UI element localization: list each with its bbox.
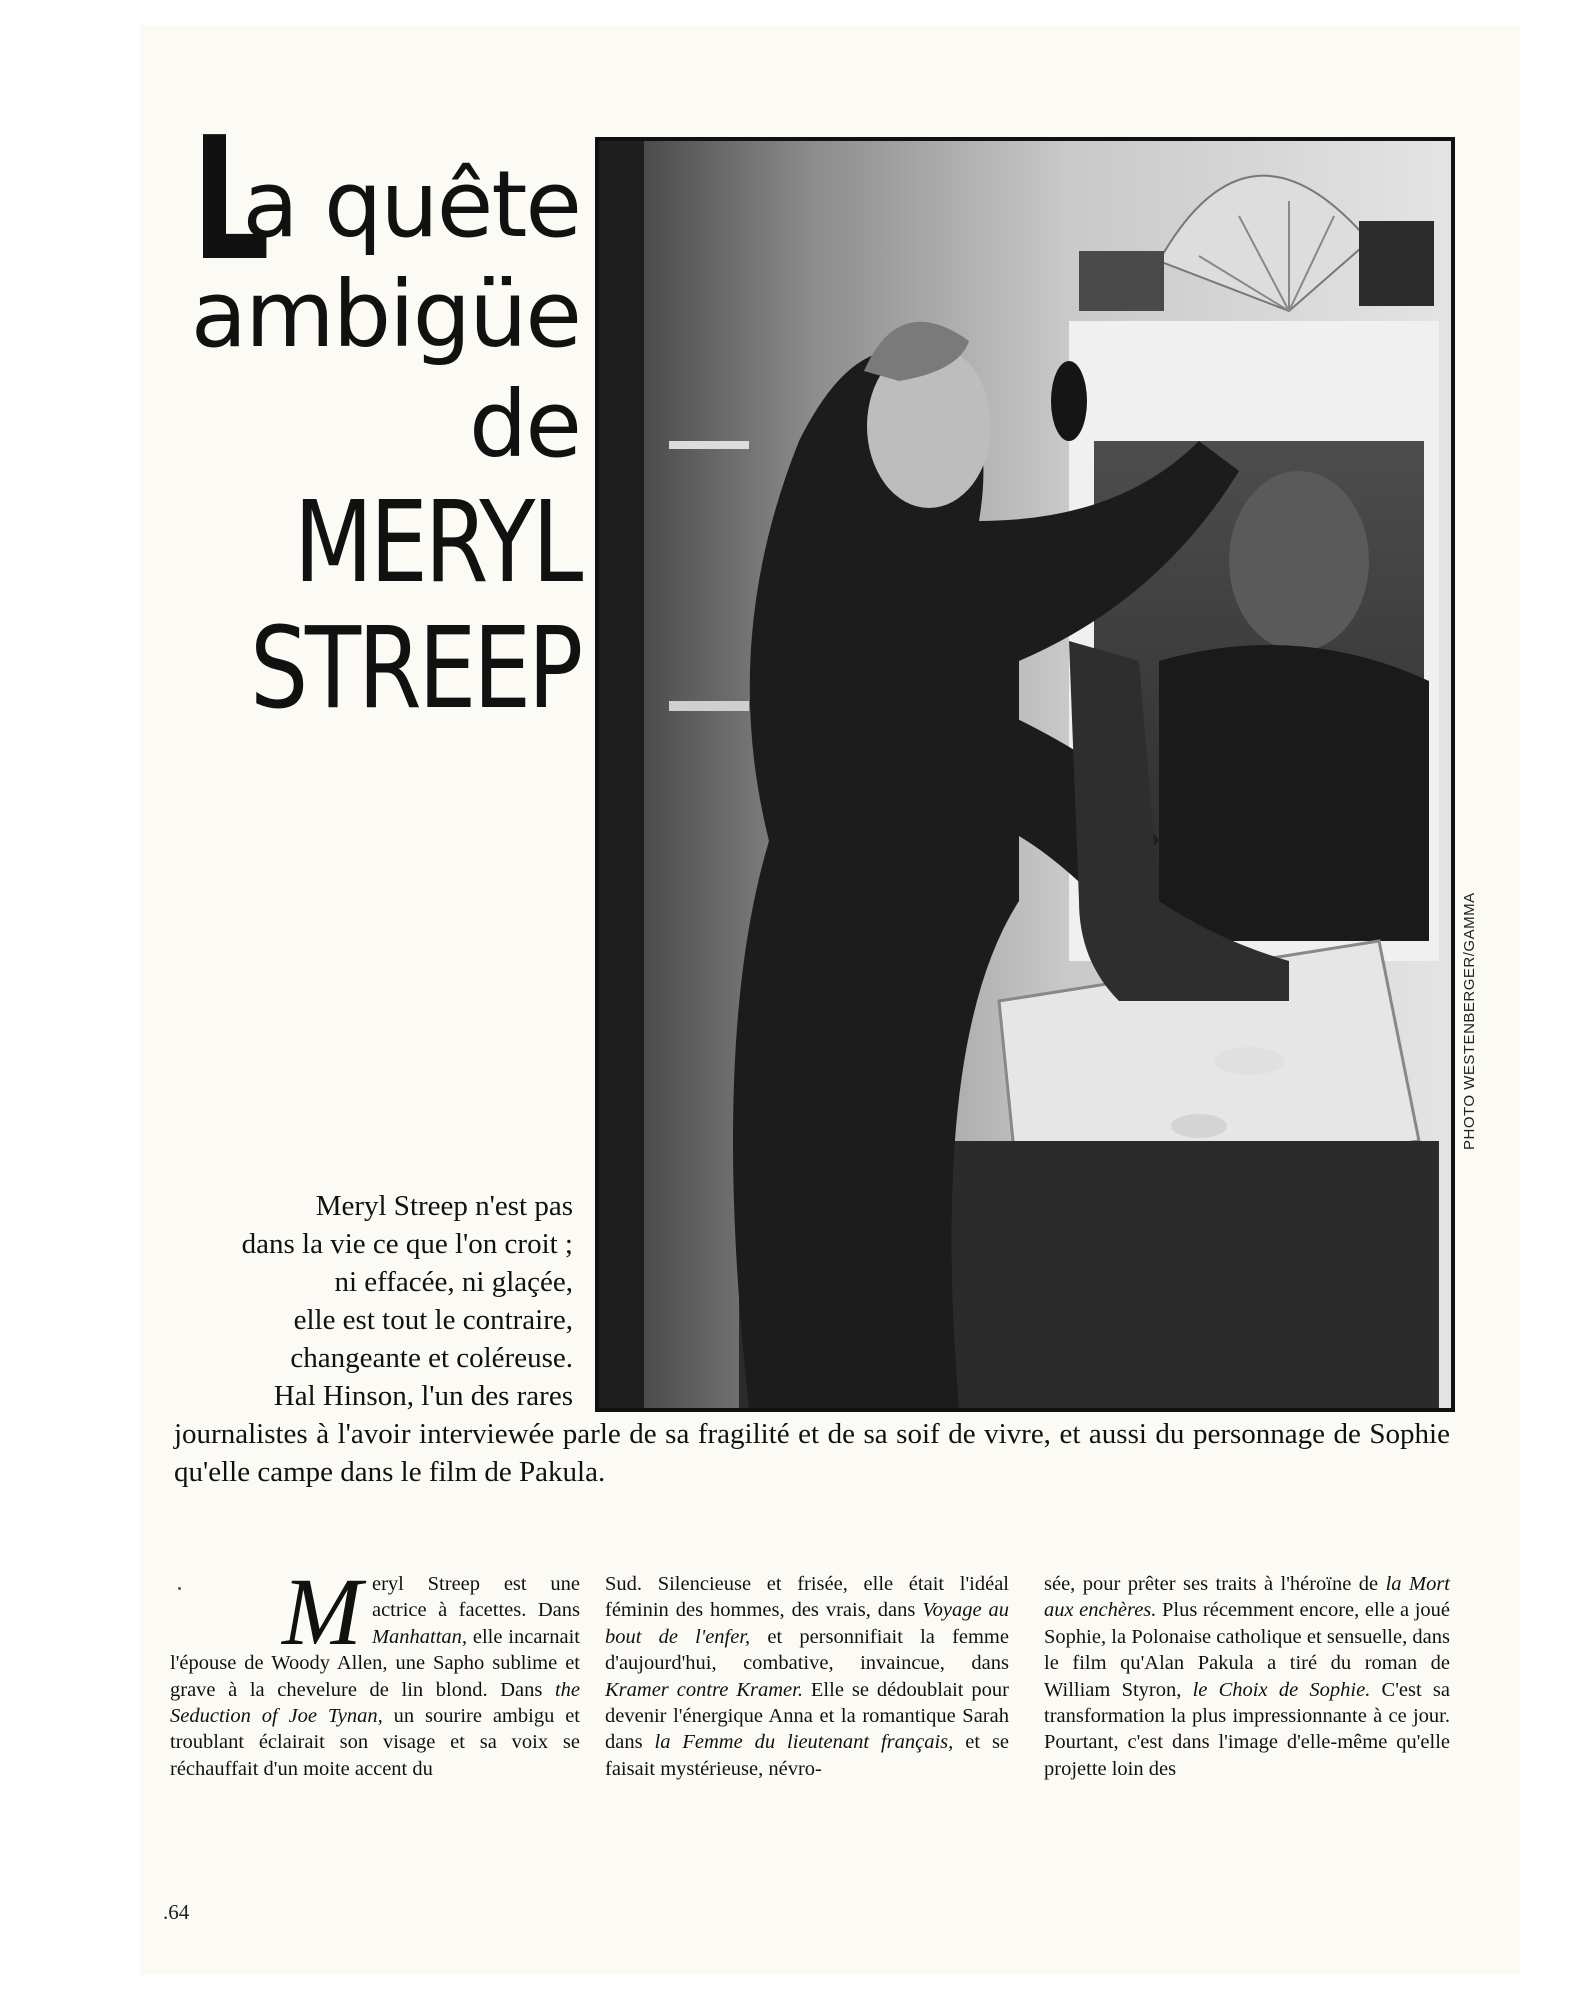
lead-line: dans la vie ce que l'on croit ; bbox=[241, 1228, 573, 1260]
italic-title-run: Kramer contre Kramer. bbox=[605, 1678, 803, 1701]
title-line-5: STREEP bbox=[250, 604, 580, 734]
text-run: Elle se dédoublait pour devenir l'énergique Anna et la romantique Sarah dans bbox=[605, 1678, 1009, 1754]
lead-line: ni effacée, ni glaçée, bbox=[334, 1266, 573, 1298]
lead-line: Hal Hinson, l'un des rares bbox=[273, 1380, 573, 1412]
text-run: et se faisait mystérieuse, névro- bbox=[605, 1731, 1010, 1780]
text-run: C'est sa transformation la plus impressionnante à ce jour. Pourtant, c'est dans l'image d'elle-même qu'elle projette loin des bbox=[1044, 1678, 1450, 1780]
lead-line: changeante et coléreuse. bbox=[290, 1342, 573, 1374]
page-number: .64 bbox=[163, 1900, 190, 1924]
article-column-1 bbox=[170, 1558, 580, 1782]
text-run: un sourire ambigu et troublant éclairait son visage et sa voix se réchauffait d'un moite accent du bbox=[170, 1705, 580, 1780]
photo-credit: PHOTO WESTENBERGER/GAMMA bbox=[1461, 892, 1478, 1150]
column-1-text bbox=[170, 1558, 580, 1780]
title-line-2: ambigüe bbox=[190, 261, 580, 368]
lead-wide-block: journalistes à l'avoir interviewée parle de sa fragilité et de sa soif de vivre, et aussi du personnage de Sophie qu'elle campe dans le film de Pakula. bbox=[174, 1418, 1450, 1488]
article-photo bbox=[595, 137, 1455, 1412]
print-speck bbox=[178, 1587, 181, 1590]
text-run: elle incarnait l'épouse de Woody Allen, une Sapho sublime et grave à la chevelure de lin blond. Dans bbox=[170, 1625, 580, 1701]
title-line-1 bbox=[160, 101, 580, 299]
title-line-3: de bbox=[469, 371, 580, 478]
italic-title-run: Voyage au bout de l'enfer, bbox=[605, 1599, 1010, 1648]
italic-title-run: le Choix de Sophie. bbox=[1192, 1678, 1371, 1701]
lead-line: Meryl Streep n'est pas bbox=[315, 1190, 573, 1222]
lead-line: elle est tout le contraire, bbox=[293, 1304, 573, 1336]
column-3-text bbox=[1044, 1573, 1450, 1780]
photo-illustration bbox=[599, 141, 1451, 1408]
title-line-1-text: a quête bbox=[242, 151, 580, 258]
text-run: et personnifiait la femme d'aujourd'hui, combative, invaincue, dans bbox=[605, 1625, 1009, 1675]
article-title bbox=[160, 101, 580, 734]
text-run: sée, pour prêter ses traits à l'héroïne de bbox=[1044, 1573, 1386, 1595]
article-column-2 bbox=[605, 1571, 1009, 1782]
text-run: Plus récemment encore, elle a joué Sophie, la Polonaise catholique et sensuelle, dans le film qu'Alan Pakula a tiré du roman de William Styron, bbox=[1044, 1599, 1450, 1701]
lead-right-block bbox=[185, 1187, 573, 1415]
italic-title-run: la Femme du lieutenant français, bbox=[654, 1731, 954, 1754]
italic-title-run: la Mort aux enchères. bbox=[1044, 1573, 1451, 1622]
title-line-4: MERYL bbox=[293, 478, 580, 608]
article-column-3 bbox=[1044, 1571, 1450, 1782]
text-run: Sud. Silencieuse et frisée, elle était l'idéal féminin des hommes, des vrais, dans bbox=[605, 1573, 1009, 1622]
italic-title-run: Manhattan, bbox=[371, 1625, 468, 1648]
column-2-text bbox=[605, 1573, 1009, 1780]
italic-title-run: the Seduction of Joe Tynan, bbox=[170, 1678, 580, 1728]
title-drop-letter: L bbox=[191, 101, 269, 299]
article-dropcap: M bbox=[282, 1558, 362, 1665]
text-run: eryl Streep est une actrice à facettes. Dans bbox=[371, 1573, 580, 1622]
